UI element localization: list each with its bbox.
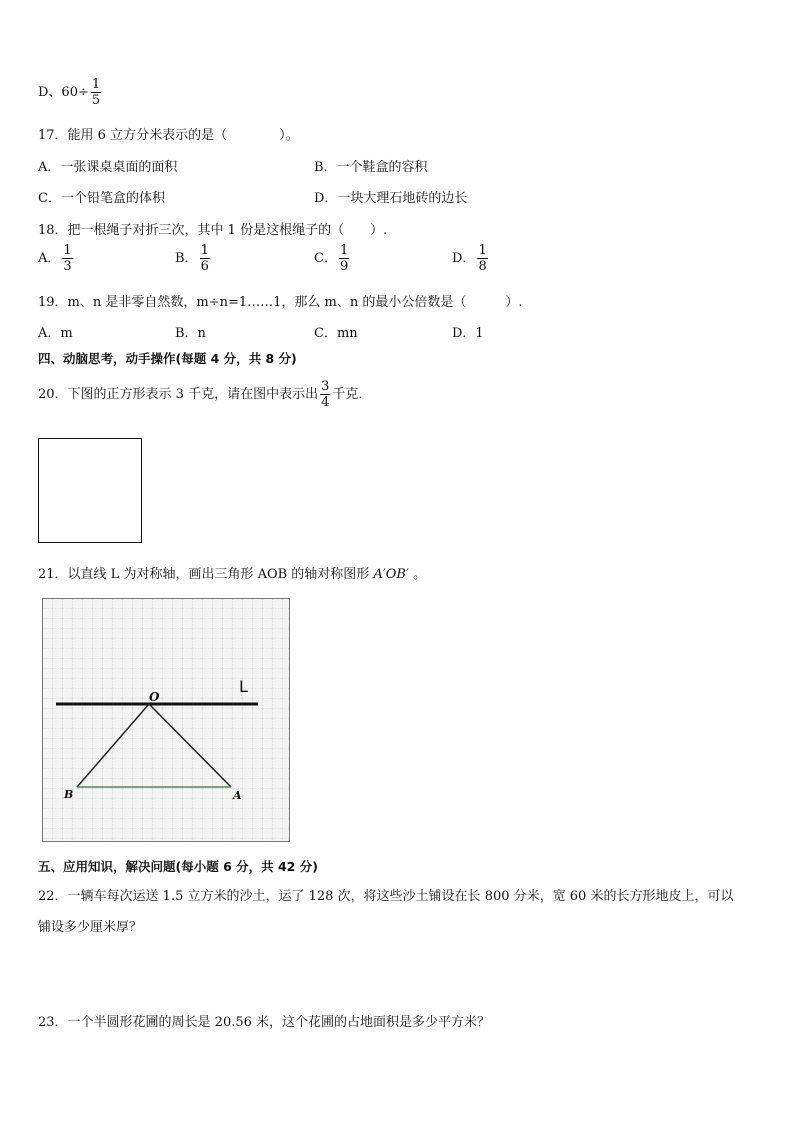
point-label-a: A [233, 789, 242, 802]
fraction: $\frac{1}{5}$ [91, 77, 101, 108]
q20-stem: 20．下图的正方形表示 3 千克，请在图中表示出 $\frac{3}{4}$ 千克． [38, 379, 372, 410]
q18-option-c: C． $\frac{1}{9}$ [314, 243, 349, 274]
q17-option-b: B．一个鞋盒的容积 [314, 160, 428, 175]
point-label-o: O [149, 690, 160, 704]
q18-stem: 18．把一根绳子对折三次，其中 1 份是这根绳子的（ ）. [38, 223, 388, 238]
point-label-b: B [64, 788, 74, 801]
q19-stem: 19．m、n 是非零自然数，m÷n=1……1，那么 m、n 的最小公倍数是（ ）. [38, 295, 523, 310]
q22-line-1: 22．一辆车每次运送 1.5 立方米的沙土，运了 128 次，将这些沙土铺设在长 800 分米，宽 60 米的长方形地皮上，可以 [38, 889, 734, 904]
q21-stem: 21．以直线 L 为对称轴，画出三角形 AOB 的轴对称图形 A′OB′ 。 [38, 567, 427, 582]
q23-text: 23．一个半圆形花圃的周长是 20.56 米，这个花圃的占地面积是多少平方米？ [38, 1015, 491, 1030]
fraction: $\frac{1}{8}$ [478, 243, 487, 274]
grid-svg [42, 598, 292, 843]
grid-lines [42, 598, 290, 842]
fraction: $\frac{3}{4}$ [321, 379, 330, 410]
q20-square [38, 438, 142, 543]
q17-option-d: D．一块大理石地砖的边长 [314, 191, 468, 206]
q19-option-c: C．mn [314, 326, 358, 341]
q16-option-d: D、60÷ $\frac{1}{5}$ [38, 77, 101, 108]
q17-option-c: C．一个铅笔盒的体积 [38, 191, 165, 206]
fraction: $\frac{1}{9}$ [339, 243, 349, 274]
section-4-title: 四、动脑思考，动手操作(每题 4 分，共 8 分) [38, 351, 297, 366]
line-label-l: L [239, 677, 248, 696]
q19-option-d: D．1 [452, 326, 484, 341]
q18-option-d: D． $\frac{1}{8}$ [452, 243, 487, 274]
q17-stem: 17．能用 6 立方分米表示的是（ ）。 [38, 128, 299, 143]
q18-option-b: B． $\frac{1}{6}$ [175, 243, 209, 274]
grid-figure [42, 598, 292, 843]
fraction: $\frac{1}{3}$ [63, 243, 72, 274]
q17-option-a: A．一张课桌桌面的面积 [38, 160, 178, 175]
section-5-title: 五、应用知识，解决问题(每小题 6 分，共 42 分) [38, 859, 318, 874]
q19-option-a: A．m [38, 326, 73, 341]
q18-option-a: A． $\frac{1}{3}$ [38, 243, 72, 274]
q19-option-b: B．n [175, 326, 206, 341]
q22-line-2: 铺设多少厘米厚？ [38, 920, 143, 935]
fraction: $\frac{1}{6}$ [200, 243, 209, 274]
